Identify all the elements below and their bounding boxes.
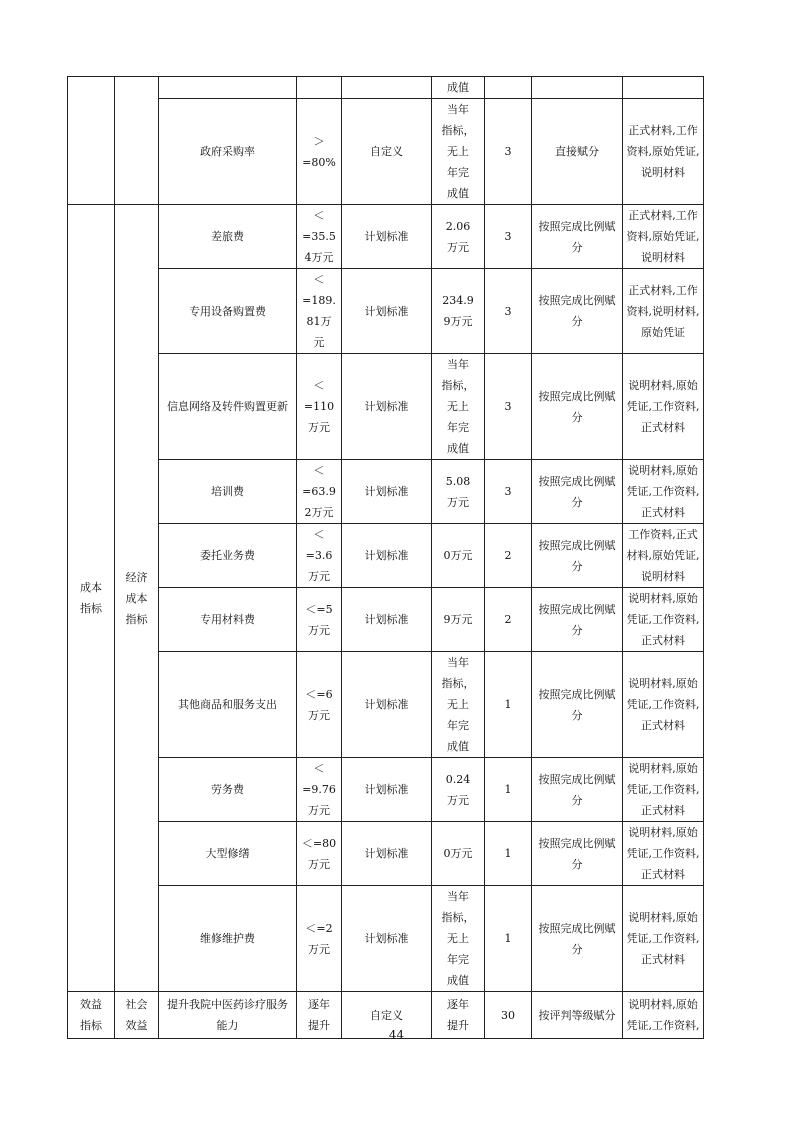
indicator-value: ＞ =80% xyxy=(297,99,342,205)
table-row xyxy=(68,886,704,992)
indicator-weight: 30 xyxy=(485,992,532,1039)
indicator-basis: 逐年 提升 xyxy=(432,992,485,1039)
indicator-value: ＜ =63.9 2万元 xyxy=(297,460,342,524)
indicator-evidence: 说明材料,原始 凭证,工作资料, 正式材料 xyxy=(623,758,704,822)
performance-indicator-table xyxy=(67,76,704,1039)
table-row xyxy=(68,460,704,524)
level1-benefit-indicator: 效益 指标 xyxy=(68,992,115,1039)
table-row xyxy=(68,524,704,588)
indicator-value: ＜ =110 万元 xyxy=(297,354,342,460)
indicator-value: ＜ =35.5 4万元 xyxy=(297,205,342,269)
indicator-basis: 2.06 万元 xyxy=(432,205,485,269)
indicator-name xyxy=(159,77,297,99)
indicator-value: ＜=80 万元 xyxy=(297,822,342,886)
indicator-basis: 0万元 xyxy=(432,524,485,588)
indicator-basis: 当年 指标， 无上 年完 成值 xyxy=(432,354,485,460)
table-row xyxy=(68,588,704,652)
indicator-evidence: 正式材料,工作 资料,原始凭证, 说明材料 xyxy=(623,99,704,205)
indicator-method xyxy=(532,77,623,99)
indicator-name: 其他商品和服务支出 xyxy=(159,652,297,758)
indicator-name: 政府采购率 xyxy=(159,99,297,205)
indicator-weight: 3 xyxy=(485,269,532,354)
table-row xyxy=(68,652,704,758)
indicator-basis: 当年 指标， 无上 年完 成值 xyxy=(432,652,485,758)
indicator-value: ＜ =189. 81万 元 xyxy=(297,269,342,354)
indicator-method: 按照完成比例赋 分 xyxy=(532,758,623,822)
indicator-evidence: 说明材料,原始 凭证,工作资料, 正式材料 xyxy=(623,822,704,886)
indicator-standard xyxy=(342,77,432,99)
indicator-weight: 1 xyxy=(485,652,532,758)
page-number: 44 xyxy=(388,1028,405,1042)
indicator-weight: 2 xyxy=(485,524,532,588)
indicator-value xyxy=(297,77,342,99)
indicator-weight: 2 xyxy=(485,588,532,652)
level1-cell-blank xyxy=(68,77,115,205)
indicator-method: 按评判等级赋分 xyxy=(532,992,623,1039)
indicator-evidence: 正式材料,工作 资料,说明材料, 原始凭证 xyxy=(623,269,704,354)
indicator-basis: 0.24 万元 xyxy=(432,758,485,822)
indicator-evidence: 说明材料,原始 凭证,工作资料, 正式材料 xyxy=(623,886,704,992)
indicator-evidence: 说明材料,原始 凭证,工作资料, 正式材料 xyxy=(623,354,704,460)
indicator-evidence: 工作资料,正式 材料,原始凭证, 说明材料 xyxy=(623,524,704,588)
indicator-weight: 3 xyxy=(485,460,532,524)
level2-economic-cost: 经济 成本 指标 xyxy=(115,205,159,992)
indicator-standard: 计划标准 xyxy=(342,886,432,992)
indicator-standard: 计划标准 xyxy=(342,652,432,758)
indicator-value: ＜=2 万元 xyxy=(297,886,342,992)
indicator-value: ＜ =9.76 万元 xyxy=(297,758,342,822)
indicator-weight xyxy=(485,77,532,99)
indicator-method: 按照完成比例赋 分 xyxy=(532,886,623,992)
table-row xyxy=(68,758,704,822)
indicator-method: 按照完成比例赋 分 xyxy=(532,354,623,460)
indicator-name: 专用设备购置费 xyxy=(159,269,297,354)
level1-cost-indicator: 成本 指标 xyxy=(68,205,115,992)
indicator-weight: 3 xyxy=(485,205,532,269)
indicator-name: 培训费 xyxy=(159,460,297,524)
indicator-name: 维修维护费 xyxy=(159,886,297,992)
indicator-method: 按照完成比例赋 分 xyxy=(532,652,623,758)
indicator-method: 直接赋分 xyxy=(532,99,623,205)
indicator-standard: 自定义 xyxy=(342,992,432,1039)
indicator-standard: 计划标准 xyxy=(342,758,432,822)
indicator-value: ＜=6 万元 xyxy=(297,652,342,758)
indicator-basis: 5.08 万元 xyxy=(432,460,485,524)
indicator-weight: 1 xyxy=(485,822,532,886)
indicator-method: 按照完成比例赋 分 xyxy=(532,269,623,354)
level2-social-benefit: 社会 效益 xyxy=(115,992,159,1039)
indicator-standard: 计划标准 xyxy=(342,460,432,524)
indicator-basis: 成值 xyxy=(432,77,485,99)
indicator-evidence: 说明材料,原始 凭证,工作资料, 正式材料 xyxy=(623,588,704,652)
indicator-method: 按照完成比例赋 分 xyxy=(532,588,623,652)
indicator-name: 提升我院中医药诊疗服务 能力 xyxy=(159,992,297,1039)
indicator-evidence: 正式材料,工作 资料,原始凭证, 说明材料 xyxy=(623,205,704,269)
indicator-standard: 计划标准 xyxy=(342,524,432,588)
table-row xyxy=(68,205,704,269)
indicator-standard: 自定义 xyxy=(342,99,432,205)
indicator-standard: 计划标准 xyxy=(342,354,432,460)
indicator-value: ＜ =3.6 万元 xyxy=(297,524,342,588)
indicator-name: 差旅费 xyxy=(159,205,297,269)
indicator-method: 按照完成比例赋 分 xyxy=(532,460,623,524)
indicator-method: 按照完成比例赋 分 xyxy=(532,524,623,588)
indicator-name: 大型修缮 xyxy=(159,822,297,886)
indicator-standard: 计划标准 xyxy=(342,822,432,886)
table-row xyxy=(68,354,704,460)
indicator-standard: 计划标准 xyxy=(342,205,432,269)
indicator-weight: 3 xyxy=(485,354,532,460)
indicator-method: 按照完成比例赋 分 xyxy=(532,822,623,886)
indicator-basis: 当年 指标， 无上 年完 成值 xyxy=(432,99,485,205)
table-row xyxy=(68,77,704,99)
indicator-basis: 当年 指标， 无上 年完 成值 xyxy=(432,886,485,992)
indicator-name: 委托业务费 xyxy=(159,524,297,588)
indicator-standard: 计划标准 xyxy=(342,588,432,652)
level2-cell-blank xyxy=(115,77,159,205)
indicator-weight: 1 xyxy=(485,886,532,992)
table-row xyxy=(68,269,704,354)
indicator-name: 信息网络及转件购置更新 xyxy=(159,354,297,460)
indicator-name: 专用材料费 xyxy=(159,588,297,652)
indicator-evidence: 说明材料,原始 凭证,工作资料, 正式材料 xyxy=(623,460,704,524)
table-row xyxy=(68,822,704,886)
indicator-weight: 3 xyxy=(485,99,532,205)
indicator-evidence: 说明材料,原始 凭证,工作资料, 正式材料 xyxy=(623,652,704,758)
indicator-method: 按照完成比例赋 分 xyxy=(532,205,623,269)
indicator-value: 逐年 提升 xyxy=(297,992,342,1039)
indicator-basis: 9万元 xyxy=(432,588,485,652)
indicator-weight: 1 xyxy=(485,758,532,822)
indicator-value: ＜=5 万元 xyxy=(297,588,342,652)
indicator-evidence: 说明材料,原始 凭证,工作资料, xyxy=(623,992,704,1039)
table-row xyxy=(68,99,704,205)
indicator-standard: 计划标准 xyxy=(342,269,432,354)
indicator-name: 劳务费 xyxy=(159,758,297,822)
indicator-evidence xyxy=(623,77,704,99)
indicator-basis: 234.9 9万元 xyxy=(432,269,485,354)
indicator-basis: 0万元 xyxy=(432,822,485,886)
